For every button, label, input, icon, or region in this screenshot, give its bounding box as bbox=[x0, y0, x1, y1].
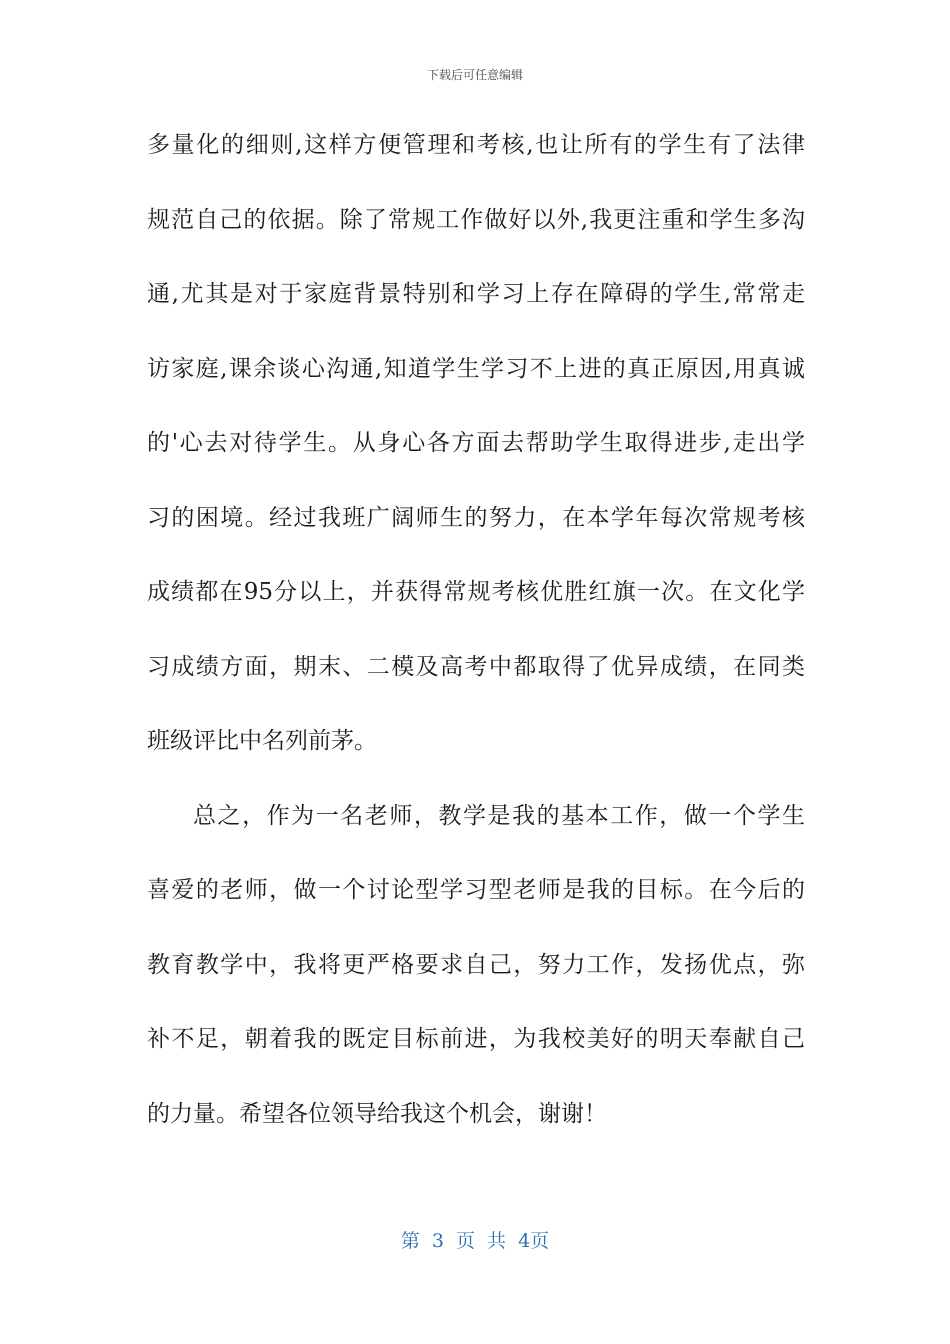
body-text bbox=[147, 118, 805, 1161]
text-line: 成绩都在95分以上，并获得常规考核优胜红旗一次。在文化学 bbox=[147, 579, 805, 605]
text-line: 班级评比中名列前茅。 bbox=[147, 728, 377, 754]
text-line: 习成绩方面，期末、二模及高考中都取得了优异成绩，在同类 bbox=[147, 653, 805, 680]
text-line: 规范自己的依据。除了常规工作做好以外,我更注重和学生多沟 bbox=[147, 206, 805, 233]
text-line: 访家庭,课余谈心沟通,知道学生学习不上进的真正原因,用真诚 bbox=[147, 355, 805, 382]
text-line: 习的困境。经过我班广阔师生的努力，在本学年每次常规考核 bbox=[147, 504, 805, 531]
page-number-footer: 第 3 页 共 4页 bbox=[400, 1230, 550, 1252]
text-line: 补不足，朝着我的既定目标前进，为我校美好的明天奉献自己 bbox=[147, 1026, 805, 1052]
text-line: 通,尤其是对于家庭背景特别和学习上存在障碍的学生,常常走 bbox=[147, 281, 805, 307]
text-line: 喜爱的老师，做一个讨论型学习型老师是我的目标。在今后的 bbox=[147, 877, 805, 903]
paragraph-start-line: 总之，作为一名老师，教学是我的基本工作，做一个学生 bbox=[193, 802, 805, 829]
text-line: 的'心去对待学生。从身心各方面去帮助学生取得进步,走出学 bbox=[147, 430, 805, 456]
text-line: 教育教学中，我将更严格要求自己，努力工作，发扬优点，弥 bbox=[147, 951, 805, 978]
text-line: 多量化的细则,这样方便管理和考核,也让所有的学生有了法律 bbox=[147, 132, 805, 158]
text-line: 的力量。希望各位领导给我这个机会，谢谢！ bbox=[147, 1100, 607, 1127]
page-header: 下载后可任意编辑 bbox=[426, 68, 523, 82]
